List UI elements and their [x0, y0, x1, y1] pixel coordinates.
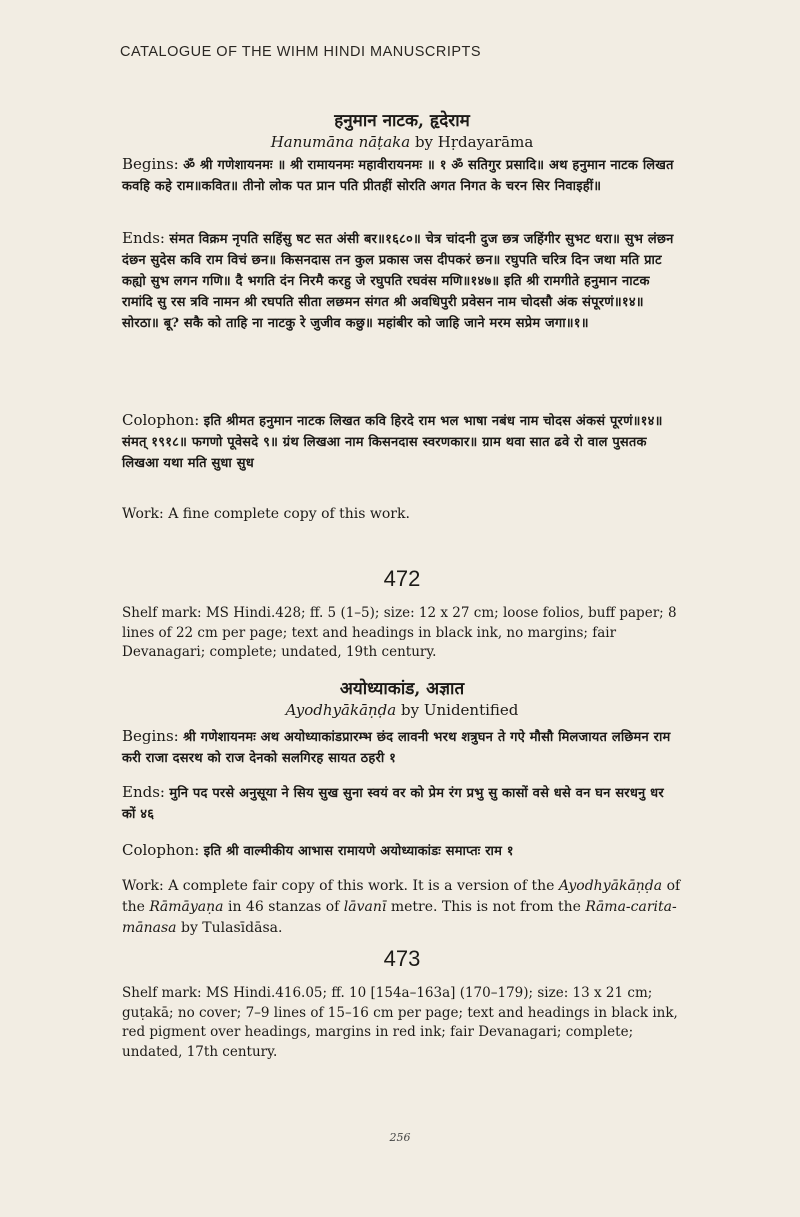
begins-label: Begins: [122, 155, 179, 173]
colophon-label: Colophon: [122, 411, 200, 429]
title-transliteration [122, 701, 682, 719]
colophon-block [122, 410, 682, 474]
running-head: CATALOGUE OF THE WIHM HINDI MANUSCRIPTS [120, 44, 482, 60]
ends-text: संमत विक्रम नृपति सहिंसु षट सत अंसी बर॥१६८०॥ चेत्र चांदनी दुज छत्र जहिंगीर सुभट धरा॥ सुभ लंछन दंछन सुदेस कवि राम विचं छन॥ किसनदास तन कुल प्रकास जस दीपकरं छन॥ रघुपति चरित्र दिन जथा मति प्राट कह्यो सुभ लगन गणि॥ दै भगति दंन निरमै करहु जे रघुपति रघवंस मणि॥१४७॥ इति श्री रामगीते हनुमान नाटक रामांदि सु रस त्रवि नामन श्री रघपति सीता लछमन संगत श्री अवधिपुरी प्रवेसन नाम चोदसौ अंक संपूरणं॥१४॥ सोरठा॥ बू? सकै को ताहि ना नाटकु रे जुजीव कछु॥ महांबीर को जाहि जाने मरम सप्रेम जगा॥१॥ [122, 232, 674, 331]
work-note-472 [122, 876, 682, 939]
title-transliteration [122, 133, 682, 151]
begins-paragraph [122, 154, 682, 197]
begins-block [122, 154, 682, 197]
begins-text: ॐ श्री गणेशायनमः ॥ श्री रामायनमः महावीरायनमः ॥ १ ॐ सतिगुर प्रसादि॥ अथ हनुमान नाटक लिखत कवहि कहे राम॥कवित॥ तीनो लोक पत प्रान पति प्रीतहीं सोरति अगत निगत के चरन सिर निवाइहीं॥ [122, 158, 674, 194]
work-text: metre. This is not from the [386, 899, 586, 915]
entry-472 [122, 566, 682, 592]
work-text: by Tulasīdāsa. [176, 920, 283, 936]
work-italic: lāvanī [343, 899, 387, 915]
ends-block [122, 228, 682, 334]
shelf-mark-473 [122, 984, 682, 1062]
title-author: by Hṛdayarāma [410, 133, 534, 151]
ends-paragraph [122, 782, 682, 825]
entry-473 [122, 946, 682, 972]
ends-text: मुनि पद परसे अनुसूया ने सिय सुख सुना स्वयं वर को प्रेम रंग प्रभु सु कासों वसे धसे वन घन सरधनु धर कों ४६ [122, 786, 664, 822]
begins-text: श्री गणेशायनमः अथ अयोध्याकांडप्रारम्भ छंद लावनी भरथ शत्रुघन ते गऐ मौसौ मिलजायत लछिमन राम करी राजा दसरथ को राज देनको सलगिरह सायत ठहरी १ [122, 730, 671, 766]
work-italic: Rāmāyaṇa [149, 899, 224, 915]
shelf-text: Shelf mark: MS Hindi.416.05; ff. 10 [154a–163a] (170–179); size: 13 x 21 cm; guṭakā; no cover; 7–9 lines of 15–16 cm per page; text and headings in black ink, red pigment over headings, margins in red ink; fair Devanagari; complete; undated, 17th century. [122, 985, 678, 1060]
title-block-472 [122, 676, 682, 719]
work-note [122, 504, 682, 525]
work-text: of the [122, 878, 681, 915]
colophon-paragraph [122, 840, 682, 862]
ends-label: Ends: [122, 229, 165, 247]
work-text: Work: A complete fair copy of this work. It is a version of the [122, 878, 559, 894]
title-italic: Ayodhyākāṇḍa [285, 701, 397, 719]
entry-number: 472 [383, 566, 421, 591]
ends-label: Ends: [122, 783, 165, 801]
title-author: by Unidentified [396, 701, 519, 719]
shelf-text: Shelf mark: MS Hindi.428; ff. 5 (1–5); size: 12 x 27 cm; loose folios, buff paper; 8 lines of 22 cm per page; text and headings in black ink, no margins; fair Devanagari; complete; undated, 19th century. [122, 605, 677, 660]
work-paragraph [122, 876, 682, 939]
colophon-label: Colophon: [122, 841, 200, 859]
ends-block-472 [122, 782, 682, 825]
title-devanagari: हनुमान नाटक, हृदेराम [334, 111, 470, 131]
work-italic: Ayodhyākāṇḍa [558, 878, 663, 894]
work-text: Work: A fine complete copy of this work. [122, 506, 410, 522]
work-text: in 46 stanzas of [223, 899, 344, 915]
colophon-block-472 [122, 840, 682, 862]
begins-block-472 [122, 726, 682, 769]
entry-number: 473 [383, 946, 421, 971]
begins-paragraph [122, 726, 682, 769]
work-italic: Rāma-carita-mānasa [122, 899, 677, 936]
colophon-paragraph [122, 410, 682, 474]
entry-471 [122, 108, 682, 151]
colophon-text: इति श्री वाल्मीकीय आभास रामायणे अयोध्याकांडः समाप्तः राम १ [203, 844, 514, 859]
ends-paragraph [122, 228, 682, 334]
folio-number: 256 [389, 1131, 411, 1144]
title-italic: Hanumāna nāṭaka [270, 133, 411, 151]
colophon-text: इति श्रीमत हनुमान नाटक लिखत कवि हिरदे राम भल भाषा नबंध नाम चोदस अंकसं पूरणं॥१४॥ संमत् १९१८॥ फगणो पूवेसदे ९॥ ग्रंथ लिखआ नाम किसनदास स्वरणकार॥ ग्राम थवा सात ढवे रो वाल पुसतक लिखआ यथा मति सुधा सुध [122, 414, 663, 471]
begins-label: Begins: [122, 727, 179, 745]
shelf-mark-472 [122, 604, 682, 663]
title-devanagari: अयोध्याकांड, अज्ञात [339, 679, 465, 699]
